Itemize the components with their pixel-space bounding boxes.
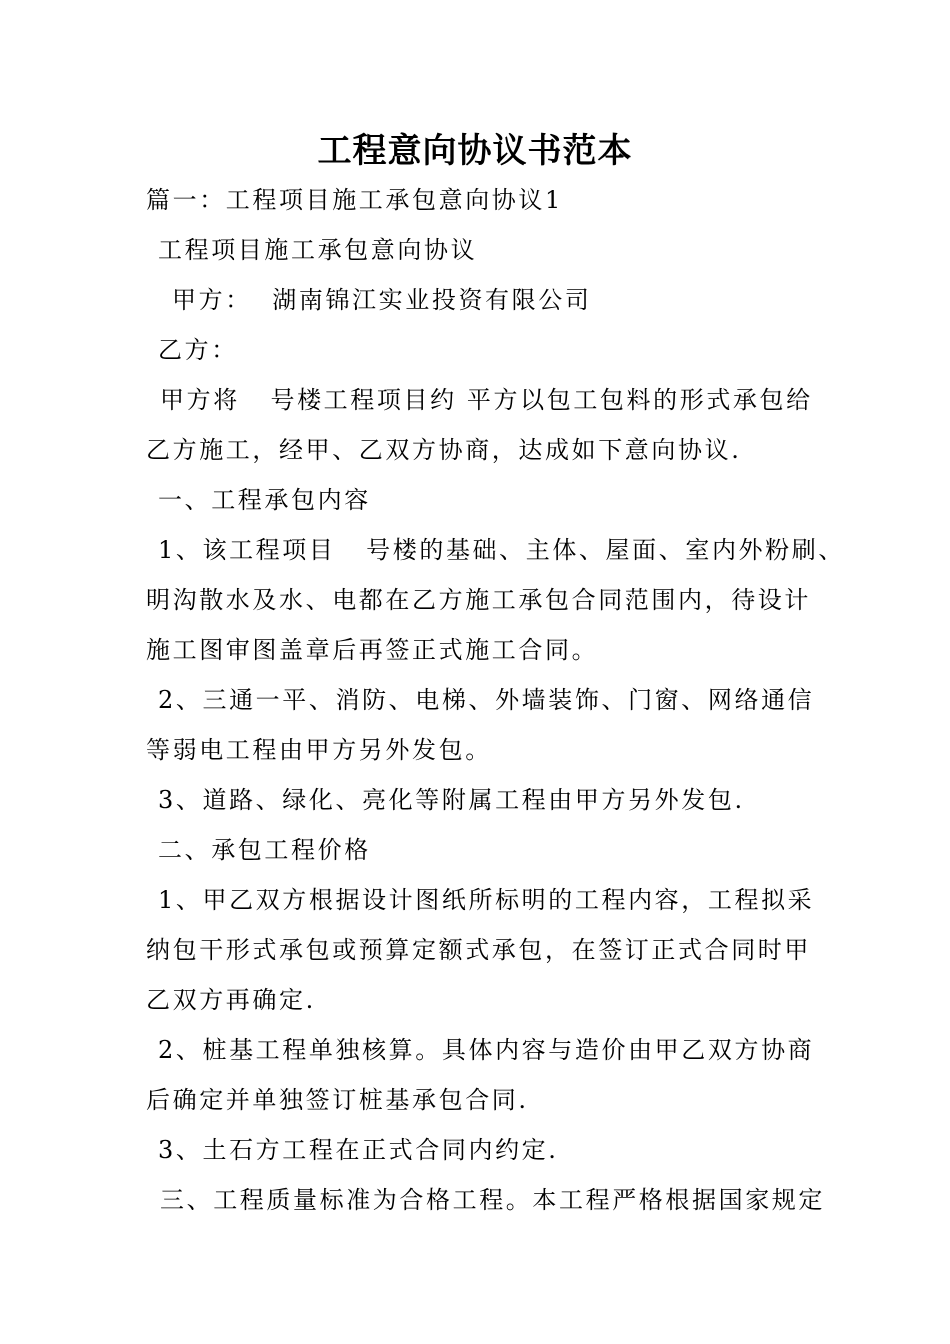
paragraph-line: 明沟散水及水、电都在乙方施工承包合同范围内，待设计	[146, 586, 811, 614]
paragraph-line: 后确定并单独签订桩基承包合同.	[146, 1086, 529, 1114]
paragraph-line: 3、土石方工程在正式合同内约定.	[158, 1136, 559, 1164]
paragraph-line: 2、三通一平、消防、电梯、外墙装饰、门窗、网络通信	[158, 686, 815, 714]
paragraph-line: 1、该工程项目 号楼的基础、主体、屋面、室内外粉刷、	[158, 536, 845, 564]
section-heading: 三、工程质量标准为合格工程。本工程严格根据国家规定	[160, 1186, 825, 1214]
party-b: 乙方：	[158, 336, 238, 364]
paragraph-line: 等弱电工程由甲方另外发包。	[146, 736, 492, 764]
section-heading: 一、工程承包内容	[158, 486, 371, 514]
section-heading: 篇一：工程项目施工承包意向协议1	[146, 186, 563, 214]
paragraph-line: 3、道路、绿化、亮化等附属工程由甲方另外发包.	[158, 786, 745, 814]
paragraph-line: 甲方将 号楼工程项目约 平方以包工包料的形式承包给	[160, 386, 813, 414]
paragraph-line: 1、甲乙双方根据设计图纸所标明的工程内容，工程拟采	[158, 886, 815, 914]
document-title: 工程意向协议书范本	[317, 131, 633, 171]
section-heading: 二、承包工程价格	[158, 836, 371, 864]
paragraph-line: 纳包干形式承包或预算定额式承包，在签订正式合同时甲	[146, 936, 811, 964]
paragraph-line: 乙双方再确定.	[146, 986, 316, 1014]
paragraph-line: 施工图审图盖章后再签正式施工合同。	[146, 636, 599, 664]
paragraph-line: 2、桩基工程单独核算。具体内容与造价由甲乙双方协商	[158, 1036, 815, 1064]
paragraph-line: 乙方施工，经甲、乙双方协商，达成如下意向协议.	[146, 436, 742, 464]
party-a: 甲方： 湖南锦江实业投资有限公司	[172, 286, 592, 314]
subtitle: 工程项目施工承包意向协议	[158, 236, 478, 264]
